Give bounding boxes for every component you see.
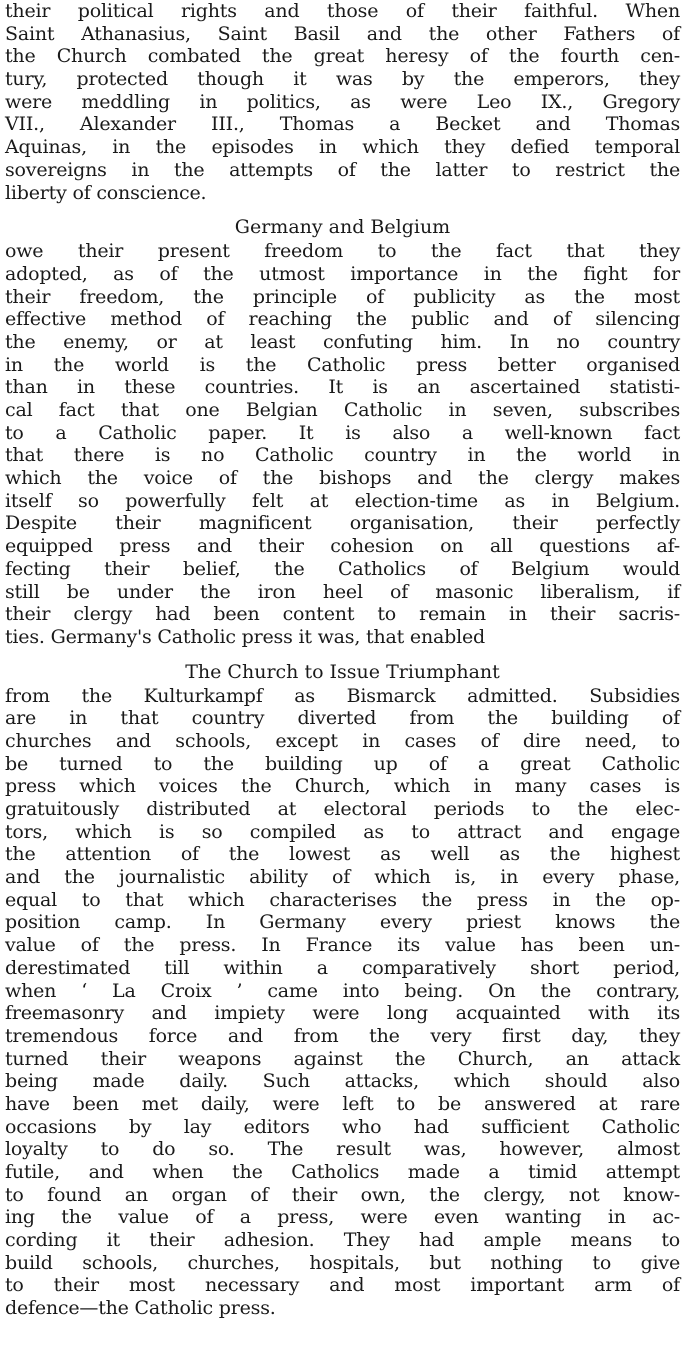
text-line: their political rights and those of their faithful. When [5,0,680,22]
text-line: turned their weapons against the Church, an attack [5,1047,680,1070]
text-line: were meddling in politics, as were Leo IX., Gregory [5,90,680,113]
text-line: Despite their magnificent organisation, their perfectly [5,512,680,535]
text-line: churches and schools, except in cases of dire need, to [5,729,680,752]
paragraph-1 [5,0,680,204]
text-line: loyalty to do so. The result was, however, almost [5,1138,680,1161]
text-line: freemasonry and impiety were long acquainted with its [5,1002,680,1025]
text-line: Saint Athanasius, Saint Basil and the other Fathers of [5,22,680,45]
text-line: futile, and when the Catholics made a timid attempt [5,1161,680,1183]
text-line: cording it their adhesion. They had ample means to [5,1229,680,1252]
text-line: owe their present freedom to the fact that they [5,240,680,263]
text-line: than in these countries. It is an ascertained statisti- [5,376,680,399]
paragraph-2 [5,240,680,648]
text-line: equal to that which characterises the press in the op- [5,888,680,911]
text-line: equipped press and their cohesion on all questions af- [5,535,680,558]
text-line: gratuitously distributed at electoral periods to the elec- [5,798,680,820]
text-line: have been met daily, were left to be answered at rare [5,1092,680,1115]
text-line: being made daily. Such attacks, which should also [5,1070,680,1093]
paragraph-3 [5,685,680,1320]
text-line: the attention of the lowest as well as the highest [5,843,680,866]
section-heading-germany-belgium: Germany and Belgium [234,216,451,239]
text-line: and the journalistic ability of which is, in every phase, [5,866,680,889]
text-line: effective method of reaching the public and of silencing [5,308,680,331]
text-line: build schools, churches, hospitals, but nothing to give [5,1251,680,1274]
text-line: itself so powerfully felt at election-time as in Belgium. [5,489,680,512]
text-line: ing the value of a press, were even wanting in ac- [5,1206,680,1229]
text-line: tury, protected though it was by the emperors, they [5,68,680,91]
text-line: fecting their belief, the Catholics of Belgium would [5,557,680,580]
text-line: defence—the Catholic press. [5,1297,276,1320]
text-line: from the Kulturkampf as Bismarck admitted. Subsidies [5,684,680,707]
text-line: tors, which is so compiled as to attract and engage [5,820,680,843]
text-line: to found an organ of their own, the clergy, not know- [5,1183,680,1206]
text-line: to their most necessary and most important arm of [5,1274,680,1297]
text-line: are in that country diverted from the building of [5,707,680,730]
text-line: their freedom, the principle of publicity as the most [5,285,680,308]
section-heading-church-triumphant: The Church to Issue Triumphant [185,660,500,683]
text-line: value of the press. In France its value has been un- [5,934,680,957]
text-line: ties. Germany's Catholic press it was, that enabled [5,625,485,648]
text-line: position camp. In Germany every priest knows the [5,911,680,934]
text-line: adopted, as of the utmost importance in the fight for [5,262,680,285]
text-line: in the world is the Catholic press better organised [5,353,680,376]
text-line: to a Catholic paper. It is also a well-known fact [5,421,680,444]
text-line: liberty of conscience. [5,181,207,204]
text-line: VII., Alexander III., Thomas a Becket and Thomas [5,113,680,136]
text-line: tremendous force and from the very first day, they [5,1024,680,1047]
text-line: which the voice of the bishops and the clergy makes [5,467,680,490]
text-line: cal fact that one Belgian Catholic in seven, subscribes [5,399,680,421]
text-line: still be under the iron heel of masonic liberalism, if [5,580,680,603]
text-line: press which voices the Church, which in many cases is [5,775,680,798]
text-line: occasions by lay editors who had sufficient Catholic [5,1115,680,1138]
article-column [5,0,680,1320]
text-line: their clergy had been content to remain in their sacris- [5,603,680,626]
text-line: Aquinas, in the episodes in which they defied temporal [5,136,680,159]
text-line: the enemy, or at least confuting him. In no country [5,330,680,353]
text-line: sovereigns in the attempts of the latter to restrict the [5,158,680,181]
text-line: be turned to the building up of a great Catholic [5,752,680,775]
text-line: when ‘ La Croix ’ came into being. On the contrary, [5,979,680,1002]
text-line: the Church combated the great heresy of the fourth cen- [5,45,680,68]
text-line: that there is no Catholic country in the world in [5,444,680,467]
text-line: derestimated till within a comparatively short period, [5,956,680,979]
